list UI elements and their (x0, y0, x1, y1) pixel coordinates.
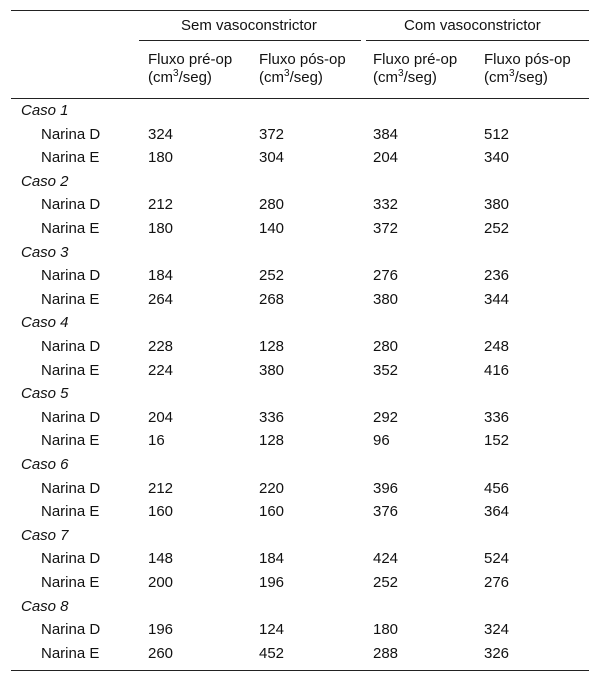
flow-value-cell: 204 (148, 408, 174, 426)
flow-value-cell: 376 (373, 503, 399, 521)
case-row (11, 524, 589, 547)
flow-value-cell: 344 (484, 290, 510, 308)
flow-value-cell: 124 (259, 621, 285, 639)
group-header-sem-vasoconstrictor: Sem vasoconstrictor (181, 17, 317, 34)
flow-value-cell: 372 (373, 220, 399, 237)
narina-label: Narina E (41, 220, 100, 237)
flow-value-cell: 380 (484, 196, 510, 214)
case-row (11, 311, 589, 334)
flow-value-cell: 336 (259, 408, 285, 426)
narina-label: Narina D (41, 196, 101, 214)
flow-value-cell: 326 (484, 644, 510, 662)
flow-value-cell: 196 (259, 574, 285, 591)
table-row (11, 429, 589, 452)
table-row (11, 288, 589, 311)
case-label: Caso 3 (21, 243, 69, 261)
flow-value-cell: 324 (148, 125, 174, 143)
flow-value-cell: 380 (259, 361, 285, 379)
table-row (11, 193, 589, 216)
flow-value-cell: 96 (373, 432, 390, 450)
flow-value-cell: 252 (259, 267, 285, 285)
narina-label: Narina D (41, 267, 101, 285)
table-row (11, 500, 589, 523)
flow-value-cell: 332 (373, 196, 399, 214)
case-label: Caso 1 (21, 102, 69, 119)
table-row (11, 359, 589, 382)
column-header-com-pre-op: Fluxo pré-op $(cm^3/seg)$ (373, 51, 458, 86)
case-label: Caso 6 (21, 456, 69, 473)
flow-value-cell: 248 (484, 338, 510, 355)
flow-value-cell: 416 (484, 361, 510, 379)
group-header-com-vasoconstrictor: Com vasoconstrictor (404, 17, 541, 34)
flow-value-cell: 236 (484, 267, 510, 285)
flow-value-cell: 180 (373, 621, 399, 639)
flow-value-cell: 252 (373, 574, 399, 591)
column-header-sem-pre-op: Fluxo pré-op $(cm^3/seg)$ (148, 51, 233, 86)
case-label: Caso 5 (21, 385, 69, 403)
group-rule-sem (139, 40, 361, 41)
flow-value-cell: 352 (373, 361, 399, 379)
case-row (11, 99, 589, 122)
case-row (11, 241, 589, 264)
narina-label: Narina D (41, 338, 101, 355)
flow-value-cell: 372 (259, 125, 285, 143)
flow-value-cell: 324 (484, 621, 510, 639)
flow-value-cell: 128 (259, 338, 285, 355)
flow-value-cell: 224 (148, 361, 174, 379)
narina-label: Narina D (41, 550, 101, 568)
narina-label: Narina E (41, 149, 100, 167)
column-header-com-pos-op: Fluxo pós-op $(cm^3/seg)$ (484, 51, 571, 86)
flow-value-cell: 180 (148, 220, 174, 237)
narina-label: Narina E (41, 574, 100, 591)
narina-label: Narina E (41, 644, 100, 662)
narina-label: Narina E (41, 432, 100, 450)
case-label: Caso 7 (21, 526, 69, 544)
column-header-sem-pos-op: Fluxo pós-op $(cm^3/seg)$ (259, 51, 346, 86)
case-label: Caso 4 (21, 314, 69, 332)
narina-label: Narina E (41, 361, 100, 379)
flow-value-cell: 340 (484, 149, 510, 167)
narina-label: Narina D (41, 408, 101, 426)
flow-value-cell: 276 (484, 574, 510, 591)
table-row (11, 123, 589, 146)
table-row (11, 477, 589, 500)
case-label: Caso 8 (21, 597, 69, 615)
flow-value-cell: 196 (148, 621, 174, 639)
flow-value-cell: 160 (259, 503, 285, 521)
flow-value-cell: 424 (373, 550, 399, 568)
narina-label: Narina E (41, 503, 100, 521)
case-row (11, 595, 589, 618)
table-row (11, 264, 589, 287)
flow-value-cell: 160 (148, 503, 174, 521)
case-row (11, 453, 589, 476)
flow-value-cell: 152 (484, 432, 510, 450)
flow-value-cell: 380 (373, 290, 399, 308)
narina-label: Narina D (41, 479, 101, 497)
flow-value-cell: 252 (484, 220, 510, 237)
flow-value-cell: 456 (484, 479, 510, 497)
table-row (11, 217, 589, 240)
flow-value-cell: 184 (148, 267, 174, 285)
flow-value-cell: 364 (484, 503, 510, 521)
flow-value-cell: 204 (373, 149, 399, 167)
flow-value-cell: 280 (373, 338, 399, 355)
flow-value-cell: 336 (484, 408, 510, 426)
flow-value-cell: 276 (373, 267, 399, 285)
flow-value-cell: 200 (148, 574, 174, 591)
flow-value-cell: 292 (373, 408, 399, 426)
flow-value-cell: 148 (148, 550, 174, 568)
flow-value-cell: 212 (148, 196, 174, 214)
case-row (11, 170, 589, 193)
case-row (11, 382, 589, 405)
table-row (11, 406, 589, 429)
table-row (11, 571, 589, 594)
flow-value-cell: 280 (259, 196, 285, 214)
flow-value-cell: 512 (484, 125, 510, 143)
flow-value-cell: 212 (148, 479, 174, 497)
flow-value-cell: 264 (148, 290, 174, 308)
table-row (11, 618, 589, 641)
table-row (11, 335, 589, 358)
flow-value-cell: 304 (259, 149, 285, 167)
case-label: Caso 2 (21, 172, 69, 190)
flow-value-cell: 180 (148, 149, 174, 167)
flow-value-cell: 268 (259, 290, 285, 308)
table-top-rule (11, 10, 589, 11)
group-rule-com (366, 40, 589, 41)
table-row (11, 146, 589, 169)
flow-value-cell: 524 (484, 550, 510, 568)
flow-value-cell: 16 (148, 432, 165, 450)
flow-value-cell: 288 (373, 644, 399, 662)
flow-value-cell: 140 (259, 220, 285, 237)
flow-value-cell: 184 (259, 550, 285, 568)
flow-value-cell: 384 (373, 125, 399, 143)
narina-label: Narina E (41, 290, 100, 308)
narina-label: Narina D (41, 621, 101, 639)
flow-value-cell: 220 (259, 479, 285, 497)
flow-value-cell: 228 (148, 338, 174, 355)
flow-value-cell: 452 (259, 644, 285, 662)
flow-value-cell: 128 (259, 432, 285, 450)
table-row (11, 547, 589, 570)
table-row (11, 642, 589, 665)
flow-value-cell: 396 (373, 479, 399, 497)
flow-value-cell: 260 (148, 644, 174, 662)
narina-label: Narina D (41, 125, 101, 143)
table-bottom-rule (11, 670, 589, 671)
